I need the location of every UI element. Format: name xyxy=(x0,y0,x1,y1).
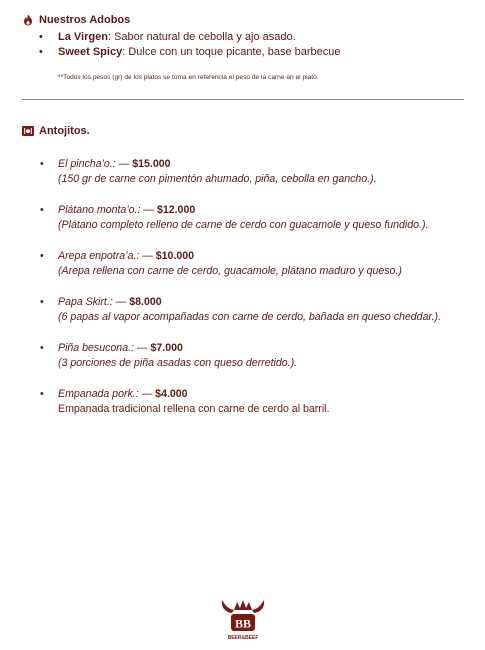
item-name: El pincha’o.: — xyxy=(58,158,133,170)
adobo-desc: : Sabor natural de cebolla y ajo asado. xyxy=(107,31,296,43)
brand-logo xyxy=(218,596,268,642)
list-item xyxy=(22,30,462,45)
antojitos-list xyxy=(38,157,458,417)
dining-icon xyxy=(22,125,34,137)
adobos-section xyxy=(22,14,462,81)
logo-wordmark: BEER&BEEF xyxy=(227,635,259,641)
item-name: Plátano monta’o.: — xyxy=(58,204,157,216)
item-name: Papa Skirt.: — xyxy=(58,296,130,308)
adobos-title: Nuestros Adobos xyxy=(39,14,131,26)
item-description: (6 papas al vapor acompañadas con carne de cerdo, bañada en queso cheddar.). xyxy=(58,311,442,323)
section-divider xyxy=(22,99,464,100)
menu-item xyxy=(38,295,458,325)
item-description: (Arepa rellena con carne de cerdo, guacamole, plátano maduro y queso.) xyxy=(58,265,402,277)
item-price: $4.000 xyxy=(155,388,188,400)
item-description: Empanada tradicional rellena con carne de cerdo al barril. xyxy=(58,403,330,415)
item-description: (150 gr de carne con pimentón ahumado, piña, cebolla en gancho.). xyxy=(58,173,377,185)
antojitos-title: Antojitos. xyxy=(39,125,90,137)
menu-item xyxy=(38,249,458,279)
adobo-name: La Virgen xyxy=(58,31,108,43)
item-price: $10.000 xyxy=(155,250,195,262)
weight-note: **Todos los pesos (gr) de los platos se toma en referencia el peso de la carne en el plato. xyxy=(58,74,319,81)
menu-item xyxy=(38,203,458,233)
menu-item xyxy=(38,387,458,417)
adobos-list xyxy=(22,30,462,59)
menu-item xyxy=(38,157,458,187)
item-name: Empanada pork.: — xyxy=(58,388,156,400)
list-item xyxy=(22,45,462,60)
item-description: (Plátano completo relleno de carne de cerdo con guacamole y queso fundido.). xyxy=(58,219,429,231)
svg-text:BB: BB xyxy=(234,616,252,631)
item-price: $15.000 xyxy=(132,158,171,170)
adobos-header xyxy=(22,14,462,26)
adobo-name: Sweet Spicy xyxy=(58,45,123,58)
item-name: Arepa enpotra’a.: — xyxy=(58,250,156,262)
item-price: $7.000 xyxy=(150,342,183,354)
menu-item xyxy=(38,341,458,371)
flame-icon xyxy=(22,14,34,26)
adobo-desc: : Dulce con un toque picante, base barbecue xyxy=(122,45,341,58)
item-description: (3 porciones de piña asadas con queso derretido.). xyxy=(58,357,298,369)
item-price: $8.000 xyxy=(129,296,162,308)
item-price: $12.000 xyxy=(156,204,196,216)
item-name: Piña besucona.: — xyxy=(58,342,151,354)
antojitos-header xyxy=(22,125,90,137)
